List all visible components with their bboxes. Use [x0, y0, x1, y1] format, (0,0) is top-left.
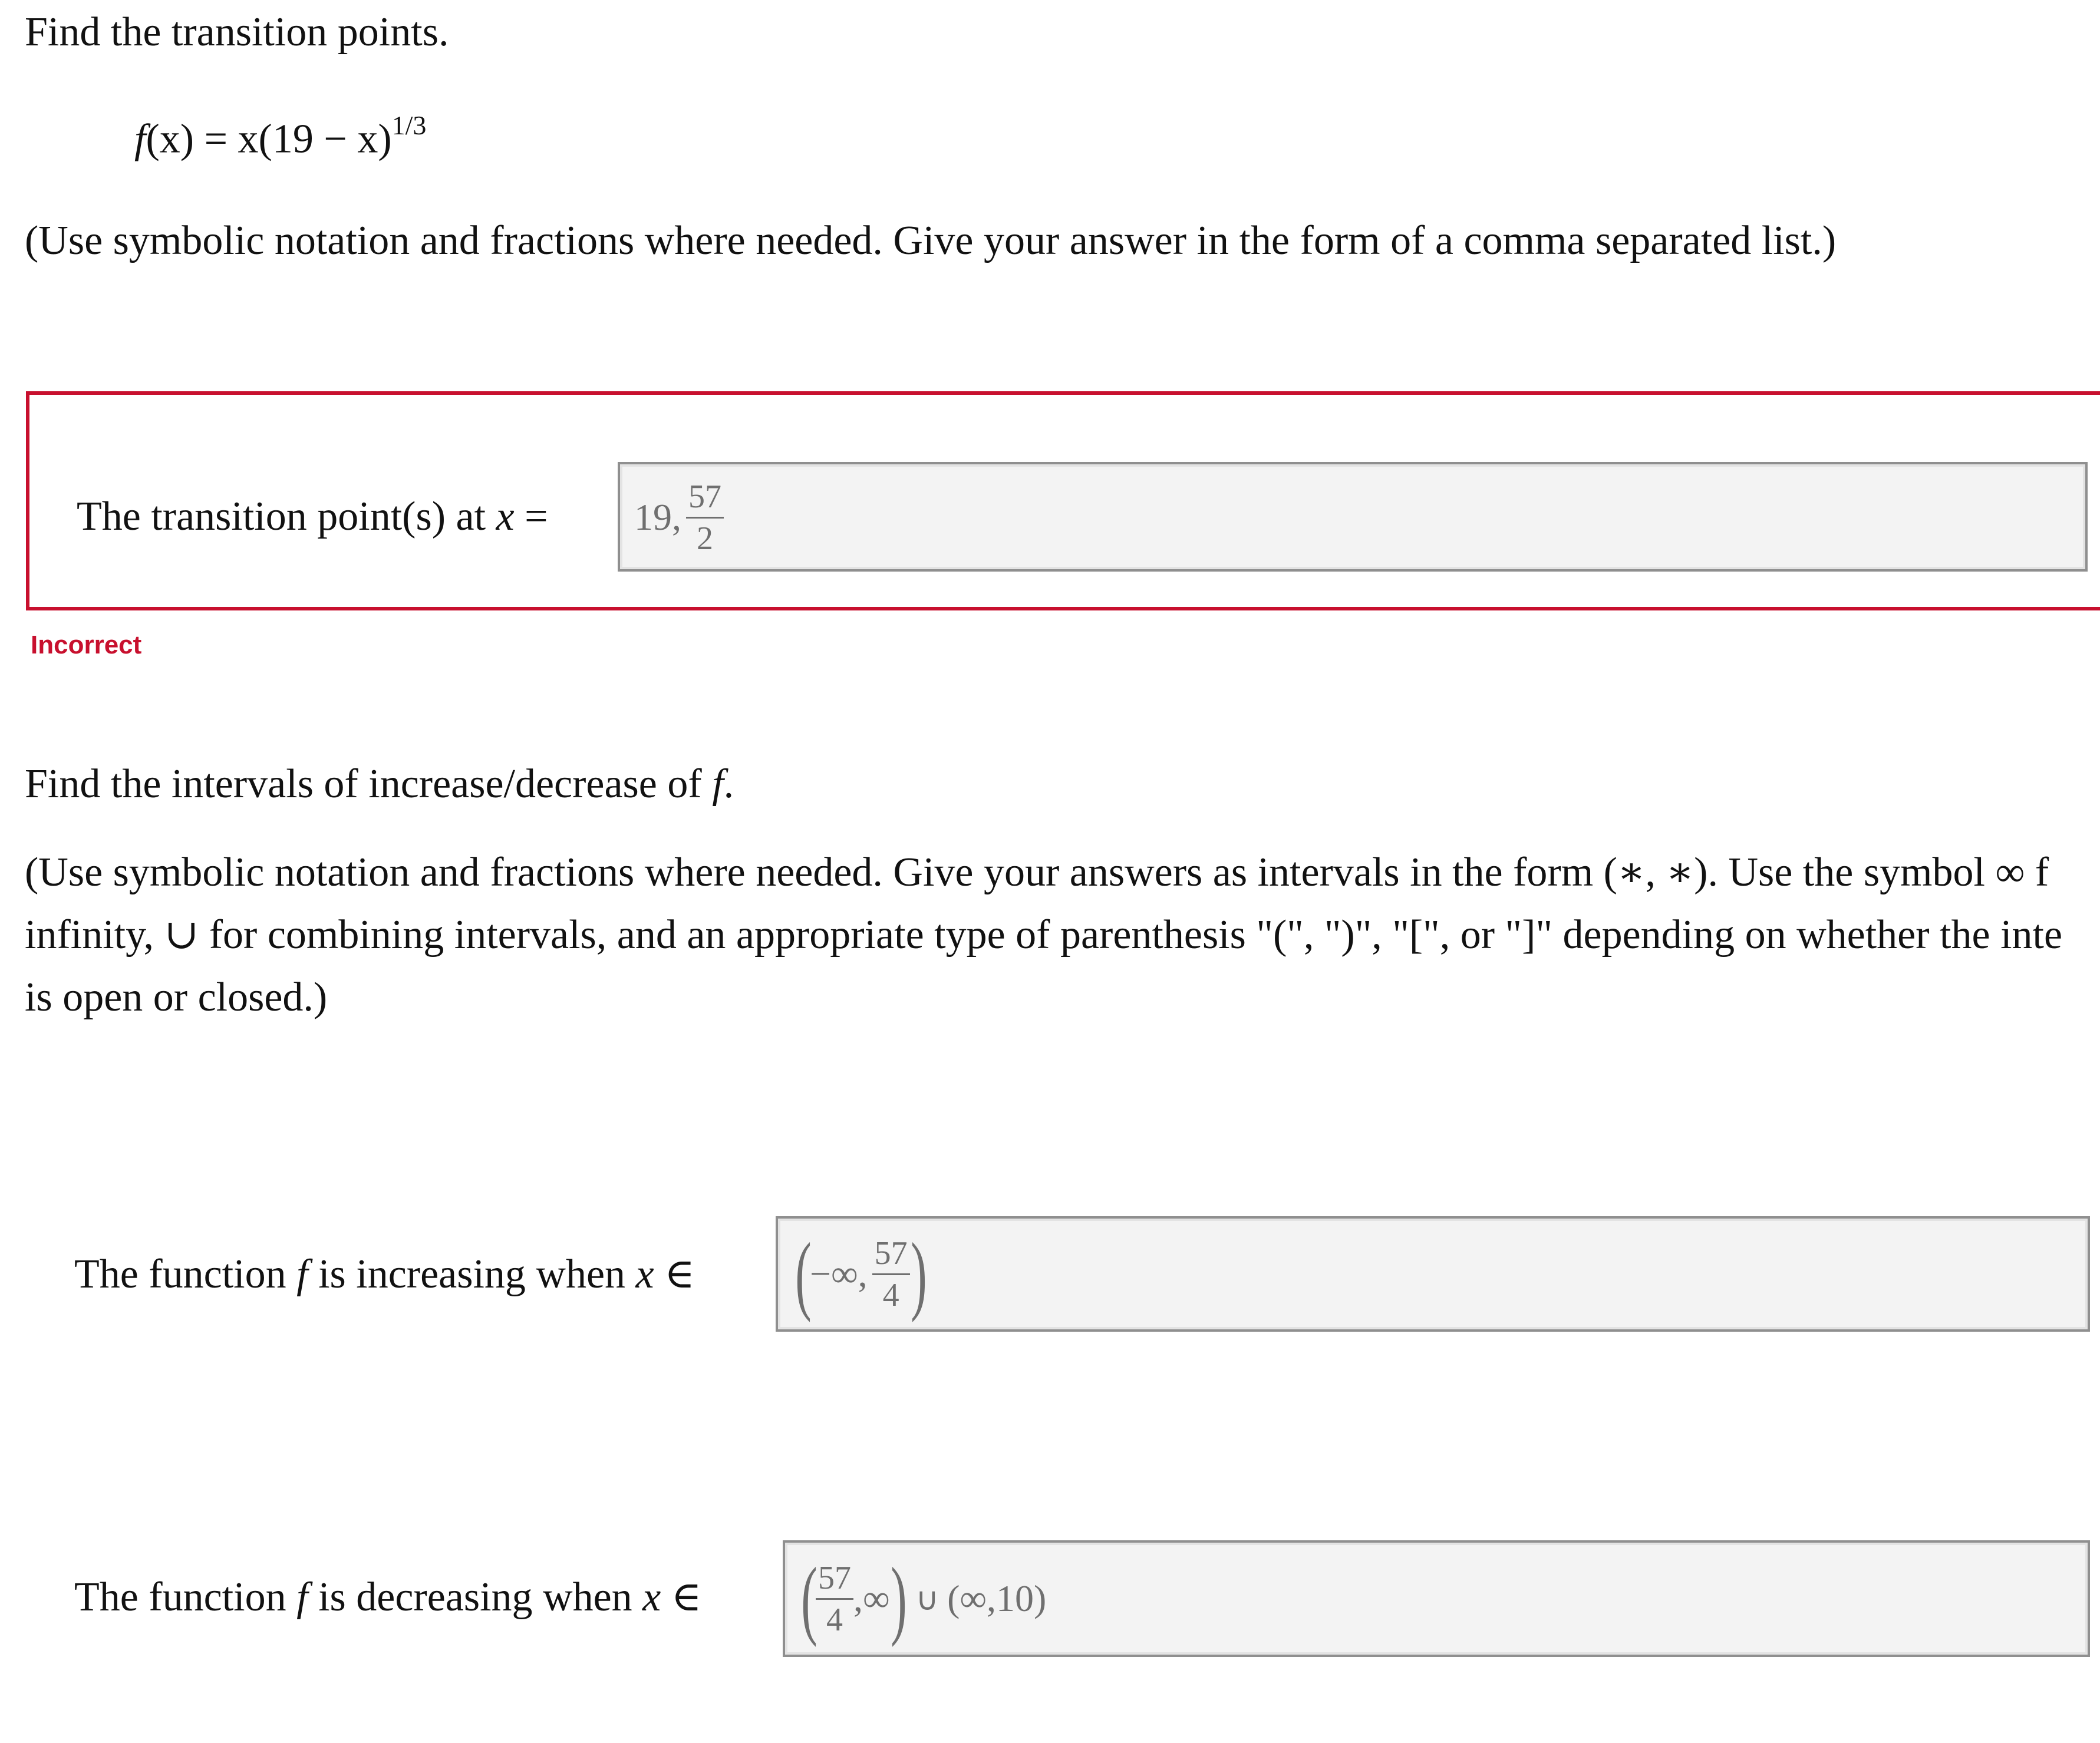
fraction-numerator: 57: [872, 1237, 910, 1275]
label-equals: =: [514, 494, 548, 539]
open-paren: (: [801, 1550, 817, 1648]
answer-fraction: [686, 480, 724, 555]
intervals-heading: [25, 761, 734, 807]
increasing-input[interactable]: [776, 1216, 2090, 1332]
answer-lead: 19,: [634, 496, 681, 538]
label-variable: x: [642, 1574, 661, 1620]
answer-fraction: [816, 1559, 853, 1638]
question-heading: Find the transition points.: [25, 9, 449, 55]
fraction-numerator: 57: [686, 480, 724, 519]
label-function: f: [296, 1574, 308, 1620]
label-text: The function: [74, 1252, 297, 1297]
fraction-denominator: 4: [826, 1601, 843, 1638]
close-paren: ): [910, 1225, 927, 1323]
label-text: The transition point(s) at: [77, 494, 496, 539]
decreasing-label: [74, 1574, 702, 1620]
transition-points-input[interactable]: [618, 462, 2088, 572]
fraction-denominator: 4: [882, 1276, 899, 1313]
function-name: f: [134, 116, 146, 162]
transition-points-value: [634, 475, 724, 560]
increasing-value: [789, 1225, 934, 1323]
status-badge: Incorrect: [31, 630, 142, 659]
answer-second-interval: (∞,10): [947, 1577, 1047, 1619]
instructions-text: (Use symbolic notation and fractions where needed. Give your answer in the form of a comma separated list.): [25, 218, 1837, 263]
function-body: (x) = x(19 − x): [146, 116, 392, 162]
intervals-instructions-line-2: infinity, ∪ for combining intervals, and an appropriate type of parenthesis "(", ")", "[", or "]" depending on whether the inte: [25, 912, 2063, 958]
intervals-instructions-line-1: (Use symbolic notation and fractions where needed. Give your answers as intervals in the form (∗, ∗). Use the symbol ∞ f: [25, 850, 2049, 895]
fraction-denominator: 2: [697, 520, 713, 557]
union-symbol: ∪: [915, 1580, 939, 1617]
close-paren: ): [890, 1550, 907, 1648]
heading-period: .: [723, 761, 734, 807]
intervals-instructions-line-3: is open or closed.): [25, 975, 328, 1020]
function-exponent: 1/3: [391, 110, 427, 140]
label-element-of: ∈: [661, 1574, 702, 1620]
label-variable: x: [635, 1252, 654, 1297]
answer-lead: −∞,: [809, 1253, 868, 1295]
fraction-numerator: 57: [816, 1562, 853, 1600]
decreasing-value: [794, 1550, 1047, 1648]
label-function: f: [296, 1252, 308, 1297]
label-variable: x: [496, 494, 515, 539]
label-element-of: ∈: [654, 1252, 695, 1297]
open-paren: (: [795, 1225, 812, 1323]
label-text: is decreasing when: [308, 1574, 643, 1620]
label-text: is increasing when: [308, 1252, 636, 1297]
function-definition: [134, 110, 427, 162]
heading-text: Find the intervals of increase/decrease of: [25, 761, 713, 807]
transition-points-label: [77, 496, 548, 537]
heading-variable: f: [712, 761, 724, 807]
increasing-label: [74, 1254, 695, 1295]
answer-fraction: [872, 1234, 910, 1313]
answer-trail: ,∞: [853, 1577, 890, 1619]
label-text: The function: [74, 1574, 297, 1620]
